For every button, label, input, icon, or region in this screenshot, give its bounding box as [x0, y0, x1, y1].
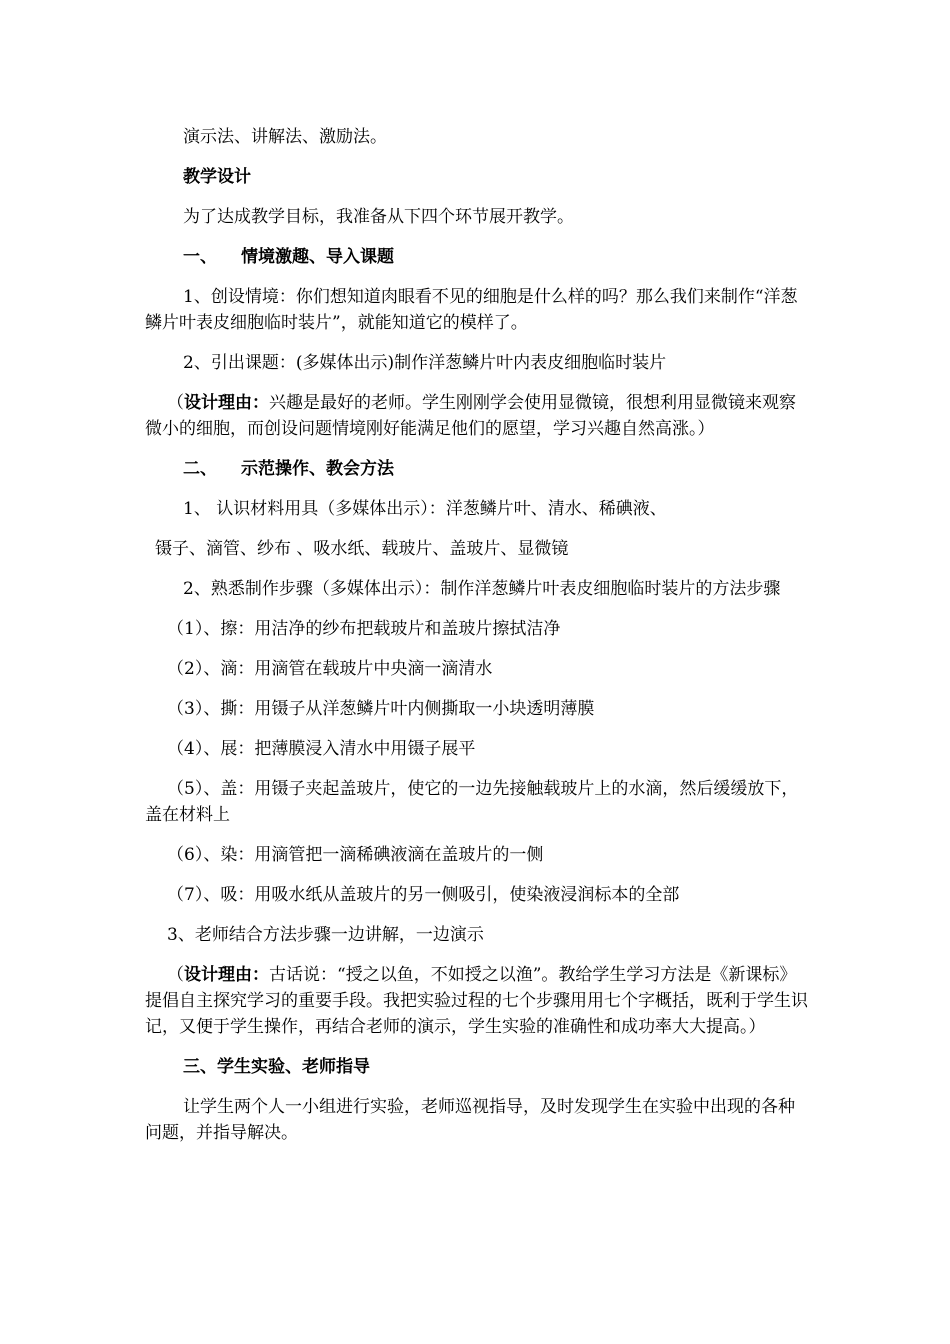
step-item: （4）、展：把薄膜浸入清水中用镊子展平 — [167, 739, 476, 759]
section1-number: 一、 — [183, 247, 217, 267]
step-item: （6）、染：用滴管把一滴稀碘液滴在盖玻片的一侧 — [167, 845, 544, 865]
section2-title: 示范操作、教会方法 — [241, 459, 394, 479]
reason-text: 古话说：“授之以鱼，不如授之以渔”。教给学生学习方法是《新课标》提倡自主探究学习的重要手段。我把实验过程的七个步骤用用七个字概括，既利于学生识记，又便于学生操作，再结合老师的演示，学生实验的准确性和成功率大大提高。） — [145, 965, 808, 1037]
reason-open-paren: （ — [167, 965, 184, 985]
intro-paragraph: 为了达成教学目标，我准备从下四个环节展开教学。 — [183, 207, 574, 227]
step-item: （3）、撕：用镊子从洋葱鳞片叶内侧撕取一小块透明薄膜 — [167, 699, 595, 719]
section2-number: 二、 — [183, 459, 217, 479]
section2-item2: 2、熟悉制作步骤（多媒体出示）：制作洋葱鳞片叶表皮细胞临时装片的方法步骤 — [183, 579, 781, 599]
section2-item3: 3、老师结合方法步骤一边讲解，一边演示 — [167, 925, 484, 945]
reason-open-paren: （ — [167, 393, 184, 413]
section3-heading: 三、学生实验、老师指导 — [183, 1057, 370, 1077]
step-item: （1）、擦：用洁净的纱布把载玻片和盖玻片擦拭洁净 — [167, 619, 561, 639]
reason-label: 设计理由： — [184, 393, 269, 413]
section2-heading — [145, 456, 810, 482]
teaching-methods: 演示法、讲解法、激励法。 — [183, 127, 387, 147]
section2-item1: 1、 认识材料用具（多媒体出示）：洋葱鳞片叶、清水、稀碘液、 — [183, 499, 667, 519]
section1-title: 情境激趣、导入课题 — [241, 247, 394, 267]
section1-heading — [145, 244, 810, 270]
step-item: （7）、吸：用吸水纸从盖玻片的另一侧吸引，使染液浸润标本的全部 — [167, 885, 680, 905]
document-content — [145, 124, 810, 1146]
design-heading: 教学设计 — [183, 167, 251, 187]
section3-paragraph: 让学生两个人一小组进行实验，老师巡视指导，及时发现学生在实验中出现的各种问题，并指导解决。 — [145, 1097, 795, 1143]
reason-label: 设计理由： — [184, 965, 269, 985]
section1-item2: 2、引出课题：(多媒体出示)制作洋葱鳞片叶内表皮细胞临时装片 — [183, 353, 667, 373]
step-item: （5）、盖：用镊子夹起盖玻片，使它的一边先接触载玻片上的水滴，然后缓缓放下，盖在材料上 — [145, 779, 799, 825]
section1-item1: 1、创设情境：你们想知道肉眼看不见的细胞是什么样的吗？那么我们来制作“洋葱鳞片叶表皮细胞临时装片”，就能知道它的模样了。 — [145, 287, 798, 333]
section2-item1-continued: 镊子、滴管、纱布 、吸水纸、载玻片、盖玻片、显微镜 — [155, 539, 569, 559]
reason-text: 兴趣是最好的老师。学生刚刚学会使用显微镜，很想利用显微镜来观察微小的细胞，而创设问题情境刚好能满足他们的愿望，学习兴趣自然高涨。） — [145, 393, 796, 439]
section2-design-reason — [145, 962, 810, 1040]
step-item: （2）、滴：用滴管在载玻片中央滴一滴清水 — [167, 659, 493, 679]
section1-design-reason — [145, 390, 810, 442]
